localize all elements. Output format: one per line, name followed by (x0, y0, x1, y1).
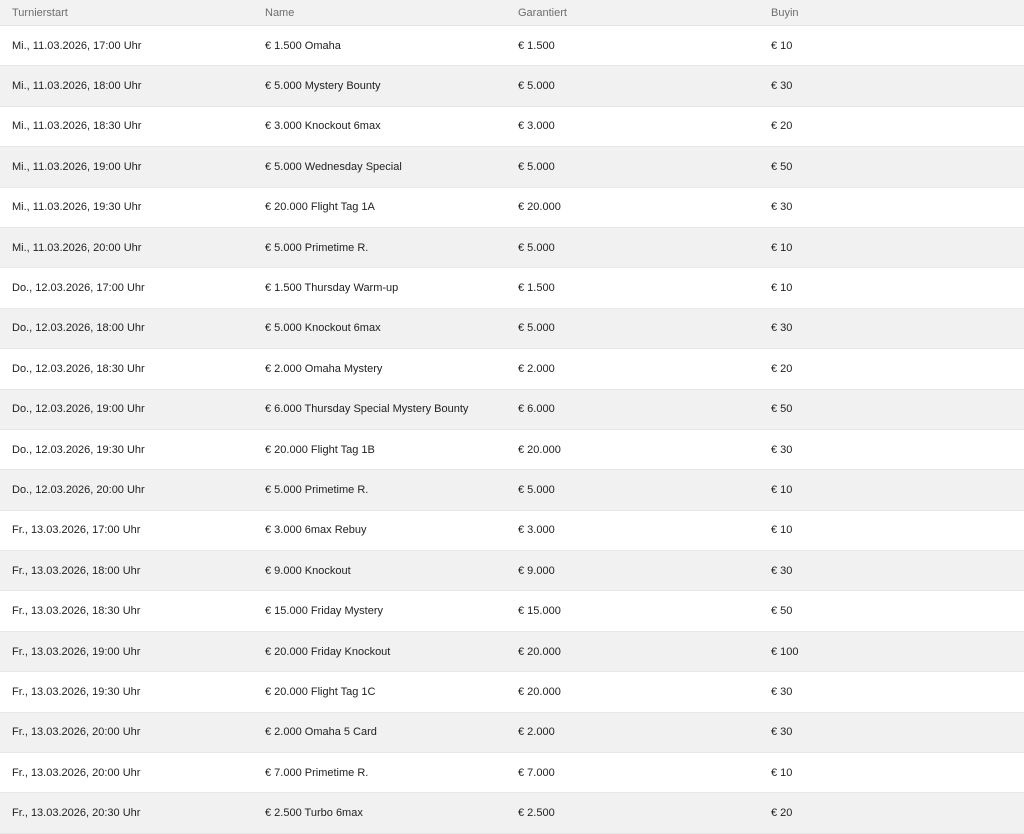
cell-start-time: Mi., 11.03.2026, 19:00 Uhr (12, 160, 142, 173)
table-row[interactable] (0, 147, 1024, 187)
cell-tournament-name: € 20.000 Flight Tag 1A (265, 201, 375, 214)
cell-tournament-name: € 2.000 Omaha 5 Card (265, 726, 377, 739)
cell-start-time: Do., 12.03.2026, 18:30 Uhr (12, 362, 145, 375)
cell-tournament-name: € 1.500 Omaha (265, 39, 341, 52)
cell-buyin: € 50 (771, 605, 793, 618)
cell-buyin: € 30 (771, 201, 793, 214)
cell-guarantee: € 7.000 (518, 766, 555, 779)
cell-tournament-name: € 9.000 Knockout (265, 564, 351, 577)
cell-tournament-name: € 3.000 Knockout 6max (265, 120, 381, 133)
cell-start-time: Mi., 11.03.2026, 17:00 Uhr (12, 39, 142, 52)
cell-buyin: € 30 (771, 564, 793, 577)
cell-start-time: Mi., 11.03.2026, 20:00 Uhr (12, 241, 142, 254)
cell-start-time: Do., 12.03.2026, 17:00 Uhr (12, 282, 145, 295)
table-row[interactable] (0, 188, 1024, 228)
table-row[interactable] (0, 511, 1024, 551)
table-row[interactable] (0, 551, 1024, 591)
cell-start-time: Do., 12.03.2026, 20:00 Uhr (12, 483, 145, 496)
cell-start-time: Fr., 13.03.2026, 19:00 Uhr (12, 645, 141, 658)
cell-tournament-name: € 2.000 Omaha Mystery (265, 362, 383, 375)
cell-buyin: € 30 (771, 443, 793, 456)
cell-buyin: € 20 (771, 362, 793, 375)
cell-buyin: € 10 (771, 766, 793, 779)
cell-tournament-name: € 1.500 Thursday Warm-up (265, 282, 399, 295)
cell-guarantee: € 1.500 (518, 39, 555, 52)
table-body (0, 26, 1024, 834)
cell-start-time: Do., 12.03.2026, 19:30 Uhr (12, 443, 145, 456)
cell-buyin: € 10 (771, 241, 793, 254)
cell-tournament-name: € 5.000 Primetime R. (265, 483, 369, 496)
cell-buyin: € 10 (771, 524, 793, 537)
cell-buyin: € 30 (771, 322, 793, 335)
cell-tournament-name: € 20.000 Friday Knockout (265, 645, 391, 658)
cell-buyin: € 30 (771, 685, 793, 698)
cell-tournament-name: € 3.000 6max Rebuy (265, 524, 367, 537)
cell-buyin: € 50 (771, 160, 793, 173)
table-row[interactable] (0, 26, 1024, 66)
cell-buyin: € 100 (771, 645, 799, 658)
table-row[interactable] (0, 591, 1024, 631)
cell-guarantee: € 20.000 (518, 201, 561, 214)
cell-start-time: Fr., 13.03.2026, 20:00 Uhr (12, 766, 141, 779)
header-turnierstart[interactable]: Turnierstart (12, 6, 68, 19)
header-buyin[interactable]: Buyin (771, 6, 799, 19)
cell-start-time: Mi., 11.03.2026, 18:30 Uhr (12, 120, 142, 133)
table-row[interactable] (0, 470, 1024, 510)
cell-buyin: € 30 (771, 726, 793, 739)
table-row[interactable] (0, 793, 1024, 833)
cell-start-time: Fr., 13.03.2026, 18:30 Uhr (12, 605, 141, 618)
header-name[interactable]: Name (265, 6, 295, 19)
cell-start-time: Do., 12.03.2026, 19:00 Uhr (12, 403, 145, 416)
cell-buyin: € 10 (771, 39, 793, 52)
cell-guarantee: € 5.000 (518, 322, 555, 335)
cell-tournament-name: € 20.000 Flight Tag 1B (265, 443, 375, 456)
table-row[interactable] (0, 349, 1024, 389)
cell-guarantee: € 1.500 (518, 282, 555, 295)
cell-buyin: € 10 (771, 282, 793, 295)
cell-guarantee: € 5.000 (518, 241, 555, 254)
cell-start-time: Fr., 13.03.2026, 20:30 Uhr (12, 807, 141, 820)
cell-tournament-name: € 5.000 Knockout 6max (265, 322, 381, 335)
cell-guarantee: € 3.000 (518, 120, 555, 133)
cell-buyin: € 10 (771, 483, 793, 496)
cell-start-time: Do., 12.03.2026, 18:00 Uhr (12, 322, 145, 335)
cell-buyin: € 20 (771, 807, 793, 820)
cell-tournament-name: € 5.000 Primetime R. (265, 241, 369, 254)
cell-tournament-name: € 7.000 Primetime R. (265, 766, 369, 779)
cell-guarantee: € 2.000 (518, 362, 555, 375)
cell-tournament-name: € 20.000 Flight Tag 1C (265, 685, 376, 698)
cell-guarantee: € 5.000 (518, 80, 555, 93)
cell-guarantee: € 15.000 (518, 605, 561, 618)
table-row[interactable] (0, 390, 1024, 430)
header-garantiert[interactable]: Garantiert (518, 6, 567, 19)
cell-start-time: Fr., 13.03.2026, 17:00 Uhr (12, 524, 141, 537)
table-row[interactable] (0, 268, 1024, 308)
table-row[interactable] (0, 309, 1024, 349)
cell-tournament-name: € 15.000 Friday Mystery (265, 605, 383, 618)
table-row[interactable] (0, 753, 1024, 793)
table-row[interactable] (0, 632, 1024, 672)
cell-buyin: € 30 (771, 80, 793, 93)
cell-guarantee: € 6.000 (518, 403, 555, 416)
cell-guarantee: € 9.000 (518, 564, 555, 577)
cell-buyin: € 50 (771, 403, 793, 416)
cell-start-time: Fr., 13.03.2026, 18:00 Uhr (12, 564, 141, 577)
table-row[interactable] (0, 228, 1024, 268)
table-row[interactable] (0, 107, 1024, 147)
cell-guarantee: € 2.000 (518, 726, 555, 739)
cell-tournament-name: € 6.000 Thursday Special Mystery Bounty (265, 403, 469, 416)
cell-start-time: Mi., 11.03.2026, 18:00 Uhr (12, 80, 142, 93)
table-row[interactable] (0, 430, 1024, 470)
table-row[interactable] (0, 713, 1024, 753)
cell-start-time: Fr., 13.03.2026, 20:00 Uhr (12, 726, 141, 739)
cell-guarantee: € 20.000 (518, 645, 561, 658)
cell-guarantee: € 3.000 (518, 524, 555, 537)
cell-guarantee: € 5.000 (518, 160, 555, 173)
cell-guarantee: € 20.000 (518, 685, 561, 698)
table-header (0, 0, 1024, 26)
cell-guarantee: € 2.500 (518, 807, 555, 820)
cell-start-time: Fr., 13.03.2026, 19:30 Uhr (12, 685, 141, 698)
cell-buyin: € 20 (771, 120, 793, 133)
cell-guarantee: € 20.000 (518, 443, 561, 456)
cell-tournament-name: € 2.500 Turbo 6max (265, 807, 363, 820)
cell-tournament-name: € 5.000 Wednesday Special (265, 160, 402, 173)
table-row[interactable] (0, 672, 1024, 712)
cell-guarantee: € 5.000 (518, 483, 555, 496)
cell-start-time: Mi., 11.03.2026, 19:30 Uhr (12, 201, 142, 214)
cell-tournament-name: € 5.000 Mystery Bounty (265, 80, 381, 93)
table-row[interactable] (0, 66, 1024, 106)
